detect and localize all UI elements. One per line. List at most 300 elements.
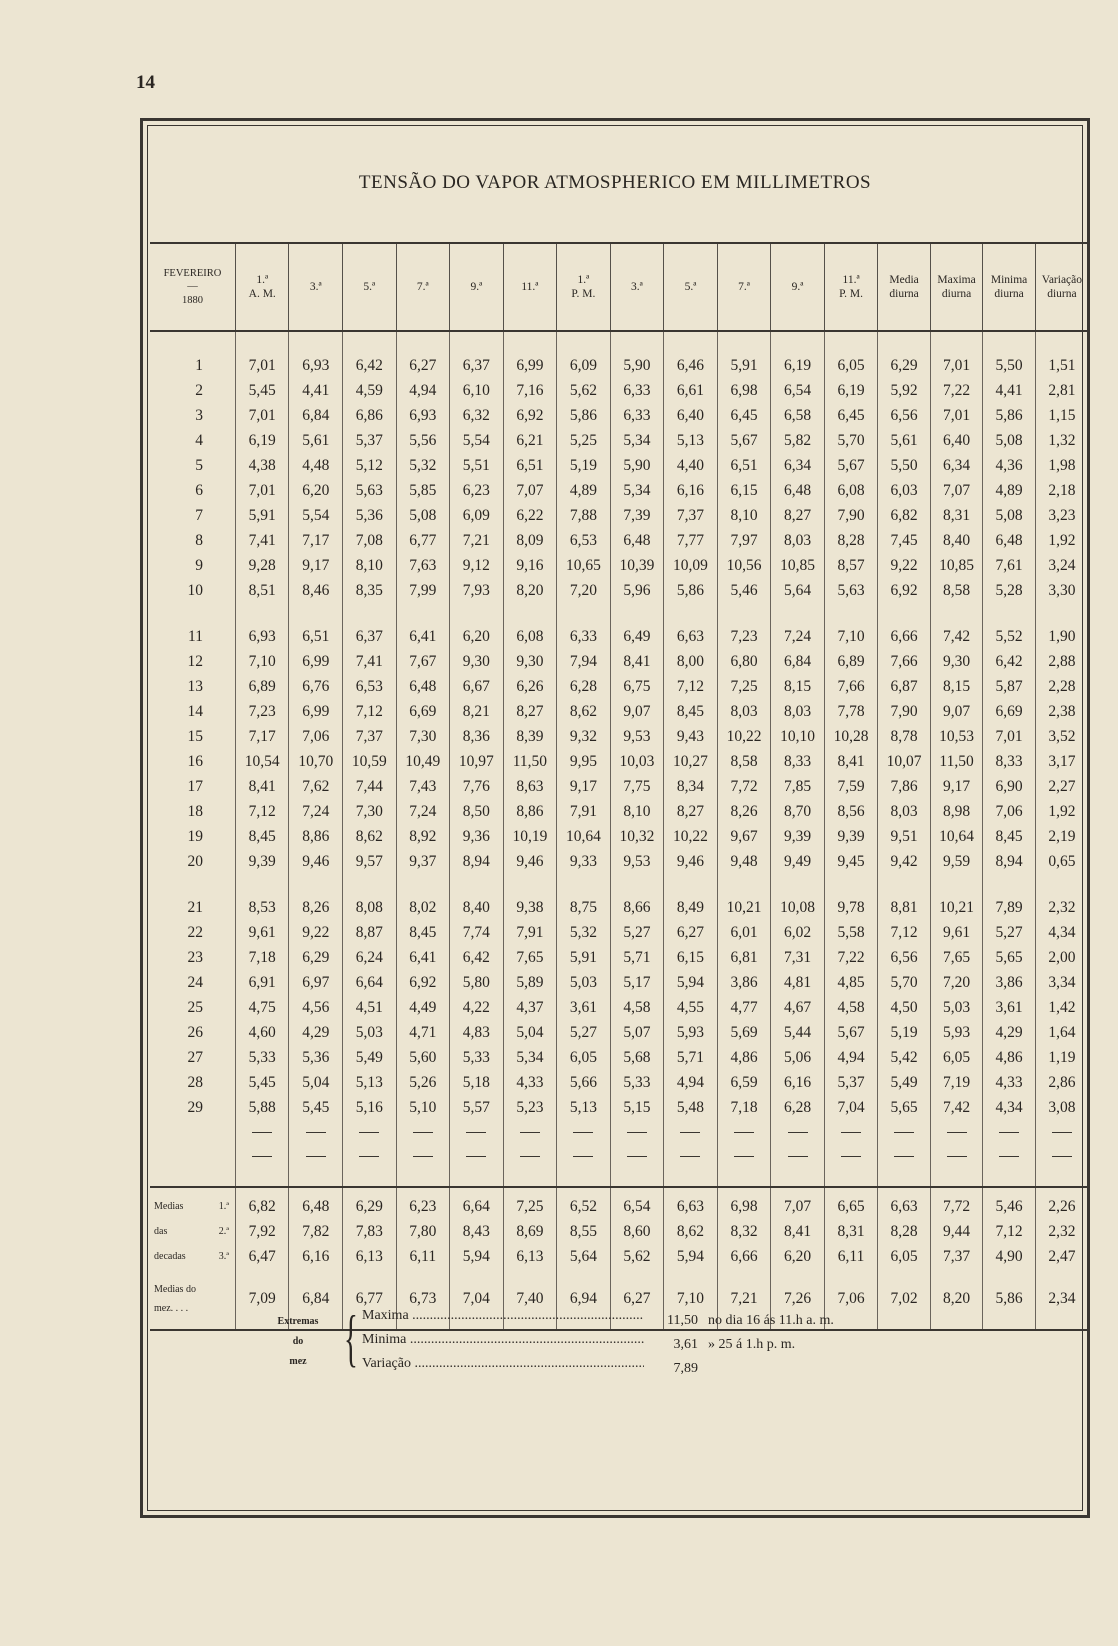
table-cell: 8,27 (503, 699, 557, 724)
day-number: 9 (195, 556, 203, 574)
table-cell: 5,58 (824, 920, 878, 945)
table-cell: 5,86 (983, 1269, 1036, 1330)
table-cell: 6,51 (717, 453, 771, 478)
table-cell: 2,86 (1035, 1070, 1088, 1095)
table-cell: 6,46 (664, 353, 718, 378)
table-cell: 8,58 (930, 578, 983, 603)
table-cell: 8,26 (289, 895, 343, 920)
table-cell: 5,86 (664, 578, 718, 603)
table-cell: 7,16 (503, 378, 557, 403)
day-number: 26 (187, 1023, 203, 1041)
table-cell: 6,69 (983, 699, 1036, 724)
table-cell: 8,75 (557, 895, 611, 920)
decade-means-row (150, 1219, 1088, 1244)
table-cell: 6,97 (289, 970, 343, 995)
col-header: 11.ª (503, 243, 557, 331)
table-cell: 5,49 (878, 1070, 931, 1095)
table-cell: 5,90 (610, 453, 664, 478)
table-cell: 6,54 (610, 1187, 664, 1219)
table-cell: 7,12 (878, 920, 931, 945)
table-cell: 5,70 (824, 428, 878, 453)
table-cell: 7,30 (396, 724, 450, 749)
blank-cell (450, 874, 504, 895)
table-cell: 10,97 (450, 749, 504, 774)
blank-cell (878, 603, 931, 624)
table-cell: 5,34 (610, 428, 664, 453)
table-cell: 6,11 (824, 1244, 878, 1269)
blank-cell (450, 331, 504, 353)
table-cell: 6,19 (235, 428, 289, 453)
table-cell: 7,93 (450, 578, 504, 603)
table-cell: 9,43 (664, 724, 718, 749)
table-cell: 6,28 (771, 1095, 825, 1120)
table-cell: 6,77 (396, 528, 450, 553)
table-cell: 9,07 (610, 699, 664, 724)
table-cell: 8,33 (983, 749, 1036, 774)
day-number: 6 (195, 481, 203, 499)
table-cell: 5,03 (343, 1020, 397, 1045)
blank-cell (930, 603, 983, 624)
table-cell: 1,32 (1035, 428, 1088, 453)
table-cell: 10,49 (396, 749, 450, 774)
table-cell: 4,48 (289, 453, 343, 478)
table-cell: 5,91 (557, 945, 611, 970)
dash-cell (289, 1144, 343, 1168)
table-cell: 5,10 (396, 1095, 450, 1120)
table-cell: 8,51 (235, 578, 289, 603)
table-cell: 8,33 (771, 749, 825, 774)
blank-cell (930, 1168, 983, 1187)
table-cell: 7,74 (450, 920, 504, 945)
day-number: 23 (187, 948, 203, 966)
decade-means-row (150, 1244, 1088, 1269)
table-cell: 8,55 (557, 1219, 611, 1244)
table-cell: 5,86 (983, 403, 1036, 428)
table-cell: 8,53 (235, 895, 289, 920)
table-cell: 6,03 (878, 478, 931, 503)
blank-cell (1035, 603, 1088, 624)
table-cell: 7,37 (930, 1244, 983, 1269)
dash-cell (930, 1120, 983, 1144)
table-cell: 7,23 (717, 624, 771, 649)
table-cell: 6,41 (396, 945, 450, 970)
dash-mark (573, 1132, 593, 1133)
table-cell: 5,89 (503, 970, 557, 995)
table-cell: 5,37 (824, 1070, 878, 1095)
day-number: 24 (187, 973, 203, 991)
table-cell: 6,56 (878, 403, 931, 428)
table-cell: 2,28 (1035, 674, 1088, 699)
table-cell: 9,49 (771, 849, 825, 874)
table-cell: 8,10 (717, 503, 771, 528)
table-cell: 5,33 (610, 1070, 664, 1095)
table-cell: 6,05 (557, 1045, 611, 1070)
blank-cell (396, 874, 450, 895)
blank-cell (503, 603, 557, 624)
table-row (150, 1045, 1088, 1070)
table-cell: 8,15 (930, 674, 983, 699)
table-cell: 5,32 (557, 920, 611, 945)
dash-mark (520, 1156, 540, 1157)
blank-cell (503, 874, 557, 895)
table-cell: 7,08 (343, 528, 397, 553)
table-cell: 6,29 (289, 945, 343, 970)
col-header: 3.ª (289, 243, 343, 331)
table-cell: 5,45 (235, 378, 289, 403)
blank-cell (557, 1168, 611, 1187)
table-cell: 7,24 (396, 799, 450, 824)
table-cell: 5,44 (771, 1020, 825, 1045)
table-cell: 6,93 (235, 624, 289, 649)
table-cell: 7,01 (235, 353, 289, 378)
table-cell: 8,21 (450, 699, 504, 724)
table-cell: 9,17 (289, 553, 343, 578)
table-cell: 4,60 (235, 1020, 289, 1045)
extreme-variacao: Variação ..... 7,89 (362, 1356, 708, 1380)
table-cell: 7,42 (930, 624, 983, 649)
day-number: 12 (187, 652, 203, 670)
table-cell: 7,01 (930, 353, 983, 378)
table-cell: 10,39 (610, 553, 664, 578)
table-cell: 8,41 (235, 774, 289, 799)
table-row (150, 724, 1088, 749)
table-cell: 7,24 (771, 624, 825, 649)
dash-mark (359, 1156, 379, 1157)
table-cell: 5,94 (450, 1244, 504, 1269)
table-cell: 8,27 (664, 799, 718, 824)
blank-cell (930, 874, 983, 895)
table-cell: 10,85 (930, 553, 983, 578)
dash-cell (396, 1144, 450, 1168)
table-cell: 6,27 (664, 920, 718, 945)
blank-cell (664, 874, 718, 895)
extremes-label: Extremas do mez (277, 1316, 319, 1367)
blank-cell (664, 1168, 718, 1187)
table-cell: 8,10 (343, 553, 397, 578)
table-cell: 7,91 (557, 799, 611, 824)
table-cell: 6,15 (664, 945, 718, 970)
table-cell: 5,91 (235, 503, 289, 528)
table-cell: 2,19 (1035, 824, 1088, 849)
decade-label: das 2.ª (154, 1226, 229, 1237)
table-cell: 5,85 (396, 478, 450, 503)
table-cell: 5,52 (983, 624, 1036, 649)
table-cell: 7,04 (450, 1269, 504, 1330)
table-cell: 5,67 (717, 428, 771, 453)
col-header: Maxima diurna (930, 243, 983, 331)
dash-mark (306, 1132, 326, 1133)
dash-cell (557, 1144, 611, 1168)
table-cell: 6,13 (343, 1244, 397, 1269)
table-cell: 2,18 (1035, 478, 1088, 503)
table-cell: 8,92 (396, 824, 450, 849)
table-cell: 5,65 (983, 945, 1036, 970)
table-cell: 5,27 (983, 920, 1036, 945)
table-cell: 5,04 (503, 1020, 557, 1045)
dash-cell (878, 1144, 931, 1168)
blank-cell (983, 874, 1036, 895)
table-cell: 9,46 (289, 849, 343, 874)
blank-cell (289, 603, 343, 624)
table-cell: 7,37 (664, 503, 718, 528)
blank-cell (1035, 331, 1088, 353)
table-cell: 4,22 (450, 995, 504, 1020)
spacer-row (150, 1168, 1088, 1187)
table-cell: 8,15 (771, 674, 825, 699)
col-header: Variação diurna (1035, 243, 1088, 331)
table-cell: 6,23 (450, 478, 504, 503)
month-label: FEVEREIRO (163, 268, 222, 280)
table-row (150, 895, 1088, 920)
spacer-row (150, 331, 1088, 353)
table-cell: 8,34 (664, 774, 718, 799)
table-cell: 6,32 (450, 403, 504, 428)
table-cell: 3,23 (1035, 503, 1088, 528)
table-cell: 5,94 (664, 970, 718, 995)
table-cell: 8,81 (878, 895, 931, 920)
dash-mark (1052, 1132, 1072, 1133)
table-cell: 6,94 (557, 1269, 611, 1330)
table-cell: 8,32 (717, 1219, 771, 1244)
day-number: 2 (195, 381, 203, 399)
table-cell: 7,75 (610, 774, 664, 799)
table-cell: 7,01 (235, 478, 289, 503)
dash-cell (396, 1120, 450, 1144)
table-row (150, 945, 1088, 970)
table-cell: 5,61 (289, 428, 343, 453)
dash-cell (610, 1144, 664, 1168)
blank-cell (150, 603, 235, 624)
table-cell: 3,24 (1035, 553, 1088, 578)
table-cell: 3,61 (983, 995, 1036, 1020)
dash-mark (680, 1156, 700, 1157)
table-cell: 4,81 (771, 970, 825, 995)
table-cell: 8,50 (450, 799, 504, 824)
table-cell: 7,41 (235, 528, 289, 553)
table-cell: 8,28 (824, 528, 878, 553)
table-cell: 6,11 (396, 1244, 450, 1269)
table-cell: 6,45 (717, 403, 771, 428)
table-cell: 8,20 (930, 1269, 983, 1330)
table-cell: 7,24 (289, 799, 343, 824)
dash-mark (466, 1156, 486, 1157)
table-cell: 5,13 (557, 1095, 611, 1120)
col-header: 3.ª (610, 243, 664, 331)
table-cell: 5,36 (289, 1045, 343, 1070)
table-cell: 8,45 (664, 699, 718, 724)
header-row (150, 243, 1088, 331)
table-row (150, 799, 1088, 824)
table-cell: 6,66 (717, 1244, 771, 1269)
table-cell: 7,12 (343, 699, 397, 724)
table-cell: 8,45 (983, 824, 1036, 849)
table-cell: 6,91 (235, 970, 289, 995)
table-cell: 8,46 (289, 578, 343, 603)
table-cell: 9,30 (450, 649, 504, 674)
table-cell: 7,65 (930, 945, 983, 970)
dash-mark (520, 1132, 540, 1133)
table-cell: 7,86 (878, 774, 931, 799)
day-number: 4 (195, 431, 203, 449)
blank-cell (503, 331, 557, 353)
day-number: 28 (187, 1073, 203, 1091)
table-cell: 6,20 (450, 624, 504, 649)
page-number: 14 (136, 72, 155, 93)
dash-cell (343, 1144, 397, 1168)
table-cell: 9,51 (878, 824, 931, 849)
table-cell: 1,19 (1035, 1045, 1088, 1070)
table-cell: 7,06 (983, 799, 1036, 824)
table-cell: 8,09 (503, 528, 557, 553)
table-cell: 6,16 (664, 478, 718, 503)
table-cell: 7,67 (396, 649, 450, 674)
blank-cell (610, 1168, 664, 1187)
table-cell: 9,16 (503, 553, 557, 578)
table-cell: 5,62 (557, 378, 611, 403)
table-cell: 6,90 (983, 774, 1036, 799)
day-number: 15 (187, 727, 203, 745)
blank-cell (930, 331, 983, 353)
table-cell: 7,01 (930, 403, 983, 428)
table-cell: 7,90 (824, 503, 878, 528)
table-cell: 6,61 (664, 378, 718, 403)
table-cell: 8,03 (771, 528, 825, 553)
table-cell: 7,76 (450, 774, 504, 799)
table-cell: 7,45 (878, 528, 931, 553)
table-cell: 6,65 (824, 1187, 878, 1219)
table-cell: 6,69 (396, 699, 450, 724)
table-cell: 4,33 (983, 1070, 1036, 1095)
table-cell: 9,46 (664, 849, 718, 874)
table-cell: 4,85 (824, 970, 878, 995)
blank-cell (771, 1168, 825, 1187)
table-cell: 3,61 (557, 995, 611, 1020)
spacer-row (150, 603, 1088, 624)
day-number: 16 (187, 752, 203, 770)
table-cell: 10,53 (930, 724, 983, 749)
table-cell: 5,87 (983, 674, 1036, 699)
dash-cell (983, 1120, 1036, 1144)
table-row (150, 749, 1088, 774)
table-cell: 2,32 (1035, 895, 1088, 920)
dash-mark (894, 1132, 914, 1133)
table-cell: 3,52 (1035, 724, 1088, 749)
table-cell: 5,69 (717, 1020, 771, 1045)
table-cell: 6,21 (503, 428, 557, 453)
blank-cell (235, 1168, 289, 1187)
blank-cell (150, 1144, 235, 1168)
table-cell: 3,86 (717, 970, 771, 995)
table-cell: 5,19 (878, 1020, 931, 1045)
table-cell: 6,33 (557, 624, 611, 649)
blank-cell (824, 1168, 878, 1187)
table-cell: 4,29 (289, 1020, 343, 1045)
table-cell: 6,53 (343, 674, 397, 699)
spacer-row (150, 874, 1088, 895)
table-cell: 6,19 (824, 378, 878, 403)
table-cell: 7,83 (343, 1219, 397, 1244)
table-cell: 6,22 (503, 503, 557, 528)
dash-mark (841, 1156, 861, 1157)
table-cell: 6,48 (610, 528, 664, 553)
dash-mark (1052, 1156, 1072, 1157)
brace: { (344, 1302, 358, 1373)
table-cell: 10,27 (664, 749, 718, 774)
table-cell: 10,54 (235, 749, 289, 774)
table-cell: 6,56 (878, 945, 931, 970)
blank-cell (503, 1168, 557, 1187)
table-cell: 9,61 (930, 920, 983, 945)
table-cell: 10,21 (717, 895, 771, 920)
table-cell: 1,64 (1035, 1020, 1088, 1045)
table-cell: 5,12 (343, 453, 397, 478)
table-cell: 5,34 (503, 1045, 557, 1070)
table-cell: 8,36 (450, 724, 504, 749)
table-cell: 7,18 (235, 945, 289, 970)
table-cell: 7,25 (503, 1187, 557, 1219)
blank-cell (396, 331, 450, 353)
blank-cell (824, 603, 878, 624)
month-header: FEVEREIRO — 1880 (150, 243, 235, 331)
table-cell: 4,71 (396, 1020, 450, 1045)
table-cell: 6,02 (771, 920, 825, 945)
table-row (150, 1095, 1088, 1120)
blank-cell (289, 331, 343, 353)
table-cell: 5,68 (610, 1045, 664, 1070)
table-row (150, 453, 1088, 478)
table-cell: 5,42 (878, 1045, 931, 1070)
table-row (150, 478, 1088, 503)
table-cell: 5,71 (664, 1045, 718, 1070)
table-cell: 6,05 (878, 1244, 931, 1269)
table-row (150, 1070, 1088, 1095)
table-inner-frame (147, 125, 1083, 1511)
table-frame (140, 118, 1090, 1518)
table-cell: 10,85 (771, 553, 825, 578)
table-cell: 6,34 (930, 453, 983, 478)
table-cell: 5,71 (610, 945, 664, 970)
col-header: Minima diurna (983, 243, 1036, 331)
table-cell: 6,76 (289, 674, 343, 699)
table-cell: 7,90 (878, 699, 931, 724)
table-cell: 8,27 (771, 503, 825, 528)
dash-cell (1035, 1120, 1088, 1144)
table-cell: 8,86 (503, 799, 557, 824)
blank-cell (1035, 874, 1088, 895)
table-cell: 8,39 (503, 724, 557, 749)
table-cell: 7,63 (396, 553, 450, 578)
table-cell: 7,85 (771, 774, 825, 799)
table-cell: 10,07 (878, 749, 931, 774)
table-row (150, 353, 1088, 378)
dash-cell (664, 1144, 718, 1168)
table-cell: 10,28 (824, 724, 878, 749)
blank-cell (878, 874, 931, 895)
table-cell: 3,86 (983, 970, 1036, 995)
table-cell: 6,77 (343, 1269, 397, 1330)
dash-cell (1035, 1144, 1088, 1168)
table-cell: 6,63 (664, 624, 718, 649)
decade-label: Medias 1.ª (154, 1201, 229, 1212)
day-number: 5 (195, 456, 203, 474)
extreme-maxima: Maxima ..... 11,50 no dia 16 ás 11.h a. m. (362, 1308, 834, 1332)
table-cell: 3,17 (1035, 749, 1088, 774)
table-cell: 2,81 (1035, 378, 1088, 403)
table-cell: 6,42 (983, 649, 1036, 674)
table-cell: 8,58 (717, 749, 771, 774)
dash-cell (503, 1120, 557, 1144)
year-label: 1880 (181, 294, 203, 306)
